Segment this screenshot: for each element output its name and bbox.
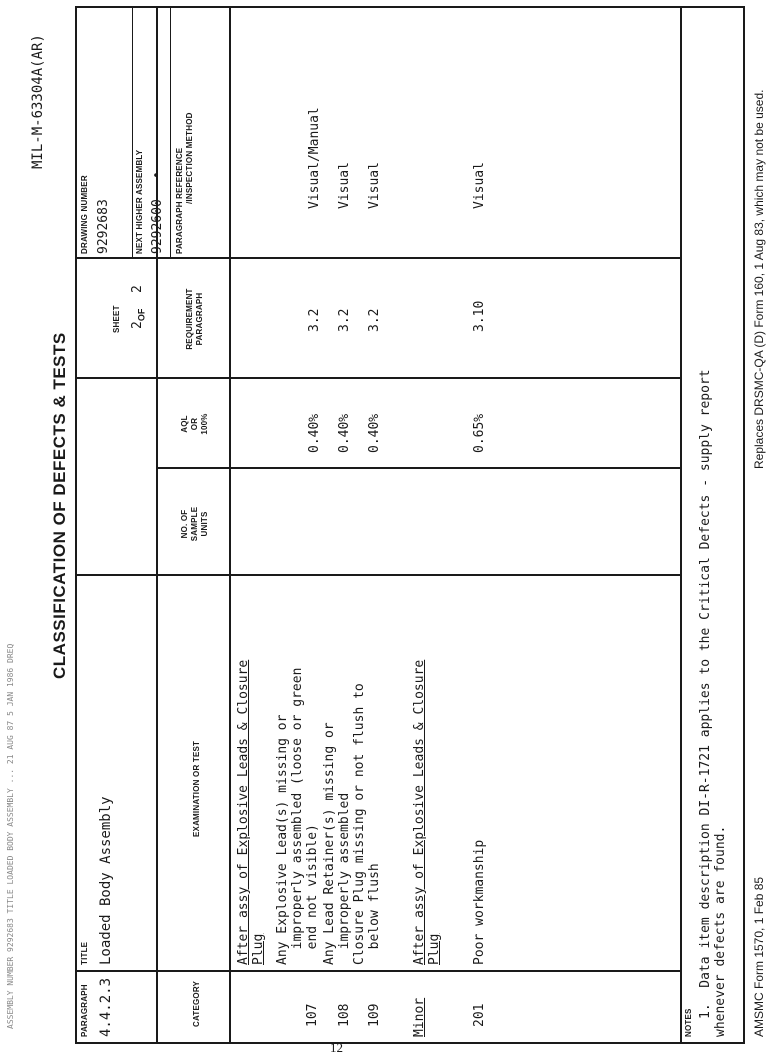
row-109-aql: 0.40%	[367, 413, 382, 453]
col-category: CATEGORY	[192, 980, 201, 1027]
row-109-method: Visual	[367, 162, 382, 209]
col-aql: AQL OR 100%	[180, 413, 209, 435]
paragraph-label: PARAGRAPH	[80, 984, 89, 1037]
row-107-method: Visual/Manual	[307, 107, 322, 209]
col-reference: PARAGRAPH REFERENCE /INSPECTION METHOD	[175, 112, 194, 254]
col-line-req	[75, 258, 680, 260]
row-201-exam: Poor workmanship	[472, 839, 487, 965]
sheet-label: SHEET	[112, 305, 121, 333]
row-108-aql: 0.40%	[337, 413, 352, 453]
doc-number: MIL-M-63304A(AR)	[30, 34, 46, 169]
notes-line-2: whenever defects are found.	[713, 825, 728, 1037]
col-line-exam	[75, 575, 680, 577]
next-higher-label: NEXT HIGHER ASSEMBLY	[135, 149, 144, 254]
col-line-sample	[156, 468, 680, 470]
title-label: TITLE	[80, 941, 89, 965]
form-number: AMSMC Form 1570, 1 Feb 85	[752, 876, 766, 1037]
scan-header-text: ASSEMBLY NUMBER 9292683 TITLE LOADED BODY ASSEMBLY ... 21 AUG 87 5 JAN 1986 DREQ	[6, 643, 15, 1029]
col-line-aql	[75, 378, 680, 380]
drawing-number-label: DRAWING NUMBER	[80, 175, 89, 254]
notes-line-1: 1. Data item description DI-R-1721 applies to the Critical Defects - supply report	[698, 369, 713, 1019]
notes-divider	[680, 6, 682, 1044]
major-section-heading: After assy of Explosive Leads & Closure Plug	[236, 659, 266, 965]
row-109-req: 3.2	[367, 308, 382, 332]
row-109-category: 109	[367, 1003, 382, 1027]
col-line-category	[75, 971, 680, 973]
header-divider	[156, 6, 158, 1044]
row-109-exam: Closure Plug missing or not flush to below flush	[352, 683, 382, 965]
row-107-req: 3.2	[307, 308, 322, 332]
row-108-category: 108	[337, 1003, 352, 1027]
next-higher-value: 9292600	[150, 199, 165, 254]
minor-section-heading: After assy of Explosive Leads & Closure Plug	[412, 659, 442, 965]
next-higher-divider	[170, 6, 171, 259]
row-107-exam: Any Explosive Lead(s) missing or improperly assembled (loose or green end not visible)	[275, 667, 320, 965]
col-exam: EXAMINATION OR TEST	[192, 740, 201, 837]
row-107-aql: 0.40%	[307, 413, 322, 453]
drawing-divider	[132, 6, 133, 259]
row-201-aql: 0.65%	[472, 413, 487, 453]
title-value: Loaded Body Assembly	[98, 796, 114, 965]
paragraph-value: 4.4.2.3	[98, 977, 114, 1037]
col-sample: NO. OF SAMPLE UNITS	[180, 506, 209, 542]
sheet-number: $2_{OF}$ 2	[130, 285, 147, 329]
page-title: CLASSIFICATION OF DEFECTS & TESTS	[50, 332, 69, 679]
minor-category: Minor	[412, 997, 427, 1037]
col-requirement: REQUIREMENT PARAGRAPH	[185, 288, 204, 350]
page-number: 12	[330, 1040, 343, 1055]
replaces-note: Replaces DRSMC-QA (D) Form 160, 1 Aug 83, which may not be used.	[752, 89, 766, 469]
notes-label: NOTES	[684, 1008, 693, 1037]
next-higher-dot: •	[150, 171, 165, 179]
row-108-req: 3.2	[337, 308, 352, 332]
row-201-category: 201	[472, 1003, 487, 1027]
row-107-category: 107	[305, 1003, 320, 1027]
row-201-method: Visual	[472, 162, 487, 209]
row-201-req: 3.10	[472, 300, 487, 332]
row-108-method: Visual	[337, 162, 352, 209]
drawing-number-value: 9292683	[96, 199, 111, 254]
columns-divider	[229, 6, 231, 1044]
row-108-exam: Any Lead Retainer(s) missing or improperly assembled	[322, 722, 352, 965]
